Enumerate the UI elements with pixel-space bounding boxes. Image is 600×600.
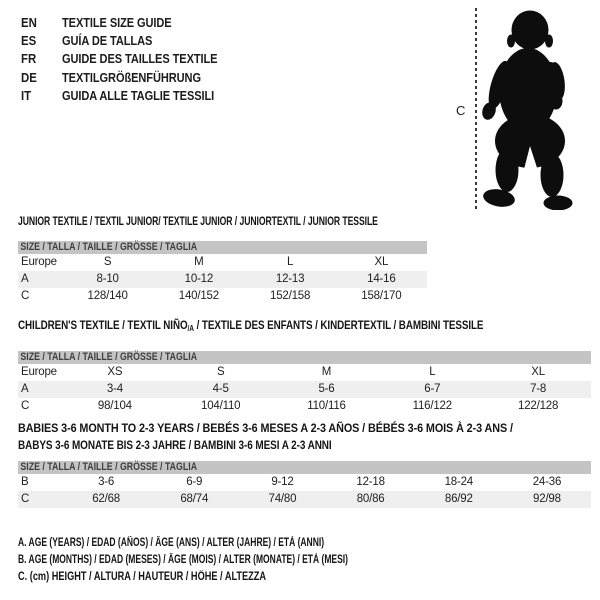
size-cell: 6-9 — [186, 476, 203, 488]
size-cell: 110/116 — [307, 400, 346, 412]
size-cell: S — [103, 256, 112, 268]
size-cell: 98/104 — [97, 400, 132, 412]
size-cell: S — [216, 366, 225, 378]
table-row — [18, 398, 591, 415]
size-cell: 4-5 — [212, 383, 229, 395]
size-cell: 6-7 — [424, 383, 441, 395]
size-cell: L — [429, 366, 436, 378]
size-header-bar — [18, 351, 591, 364]
size-cell: 14-16 — [367, 273, 396, 285]
size-cell: 140/152 — [178, 290, 219, 302]
language-title: TEXTILE SIZE GUIDE — [62, 14, 172, 30]
legend-line-c: C. (cm) HEIGHT / ALTURA / HAUTEUR / HÖHE / ALTEZZA — [18, 571, 267, 583]
table-row — [18, 474, 591, 491]
size-header-label: SIZE / TALLA / TAILLE / GRÖSSE / TAGLIA — [20, 351, 198, 363]
size-cell: 8-10 — [96, 273, 119, 285]
size-cell: 80/86 — [356, 493, 385, 505]
size-header-label: SIZE / TALLA / TAILLE / GRÖSSE / TAGLIA — [20, 241, 198, 253]
size-cell: 116/122 — [412, 400, 452, 412]
size-cell: 5-6 — [318, 383, 335, 395]
size-cell: 18-24 — [444, 476, 473, 488]
language-row-en — [21, 13, 245, 31]
size-cell: 68/74 — [180, 493, 209, 505]
size-cell: 9-12 — [271, 476, 294, 488]
language-row-de — [21, 68, 245, 86]
size-table-children — [18, 318, 591, 415]
size-cell: 128/140 — [87, 290, 128, 302]
size-cell: M — [321, 366, 332, 378]
language-title: TEXTILGRÖßENFÜHRUNG — [62, 69, 201, 85]
language-code: EN — [21, 14, 37, 30]
size-cell: 86/92 — [444, 493, 473, 505]
size-cell: 12-18 — [356, 476, 385, 488]
size-cell: 12-13 — [275, 273, 305, 285]
language-title: GUIDE DES TAILLES TEXTILE — [62, 51, 218, 67]
baby-silhouette-icon — [478, 5, 573, 210]
language-code: ES — [21, 33, 37, 49]
row-label: Europe — [21, 366, 57, 378]
size-cell: 3-6 — [98, 476, 115, 488]
size-cell: 122/128 — [518, 400, 559, 412]
size-table-babies — [18, 420, 591, 508]
table-row — [18, 381, 591, 398]
table-title: BABYS 3-6 MONATE BIS 2-3 JAHRE / BAMBINI 3-6 MESI A 2-3 ANNI — [18, 437, 332, 452]
size-cell: 158/170 — [361, 290, 402, 302]
language-row-es — [21, 31, 245, 49]
height-dashed-line — [475, 8, 477, 210]
size-header-bar — [18, 241, 427, 254]
language-row-it — [21, 87, 245, 105]
row-label: Europe — [21, 256, 57, 268]
size-cell: XL — [531, 366, 545, 378]
table-title-subscript: /A — [187, 324, 194, 333]
row-label: A — [21, 273, 29, 285]
size-cell: 104/110 — [201, 400, 241, 412]
size-cell: 3-4 — [106, 383, 123, 395]
legend — [18, 535, 464, 586]
table-title: BABIES 3-6 MONTH TO 2-3 YEARS / BEBÉS 3-6 MESES A 2-3 AÑOS / BÉBÉS 3-6 MOIS À 2-3 ANS / — [18, 421, 513, 435]
table-title: JUNIOR TEXTILE / TEXTIL JUNIOR/ TEXTILE JUNIOR / JUNIORTEXTIL / JUNIOR TESSILE — [18, 214, 378, 228]
size-cell: 7-8 — [530, 383, 547, 395]
row-label: C — [21, 493, 30, 505]
size-cell: L — [287, 256, 294, 268]
language-row-fr — [21, 50, 245, 68]
size-cell: 24-36 — [532, 476, 562, 488]
size-cell: 10-12 — [184, 273, 214, 285]
size-cell: 62/68 — [92, 493, 120, 505]
language-title: GUIDA ALLE TAGLIE TESSILI — [62, 88, 215, 104]
size-cell: XL — [374, 256, 389, 268]
language-title: GUÍA DE TALLAS — [62, 33, 153, 49]
size-cell: 152/158 — [270, 290, 311, 302]
size-cell: M — [194, 256, 204, 268]
table-title-text: CHILDREN'S TEXTILE / TEXTIL NIÑO — [18, 318, 188, 332]
language-code: DE — [21, 69, 37, 85]
table-row — [18, 491, 591, 508]
size-cell: XS — [107, 366, 123, 378]
table-row — [18, 271, 427, 288]
size-header-bar — [18, 461, 591, 474]
size-cell: 74/80 — [268, 493, 297, 505]
height-measure-label: C — [456, 103, 466, 118]
size-header-label: SIZE / TALLA / TAILLE / GRÖSSE / TAGLIA — [20, 461, 198, 473]
table-row — [18, 288, 427, 305]
language-code: FR — [21, 51, 37, 67]
row-label: B — [21, 476, 29, 488]
language-list — [21, 13, 245, 105]
language-code: IT — [21, 88, 32, 104]
table-row — [18, 254, 427, 271]
row-label: A — [21, 383, 29, 395]
table-row — [18, 364, 591, 381]
row-label: C — [21, 290, 30, 302]
legend-line-a: A. AGE (YEARS) / EDAD (AÑOS) / ÂGE (ANS) / ALTER (JAHRE) / ETÀ (ANNI) — [18, 537, 325, 549]
table-title-text: / TEXTILE DES ENFANTS / KINDERTEXTIL / BAMBINI TESSILE — [193, 318, 484, 332]
row-label: C — [21, 400, 30, 412]
table-title — [18, 318, 488, 336]
size-cell: 92/98 — [533, 493, 561, 505]
size-table-junior — [18, 214, 427, 305]
legend-line-b: B. AGE (MONTHS) / EDAD (MESES) / ÂGE (MOIS) / ALTER (MONATE) / ETÀ (MESI) — [18, 554, 348, 566]
